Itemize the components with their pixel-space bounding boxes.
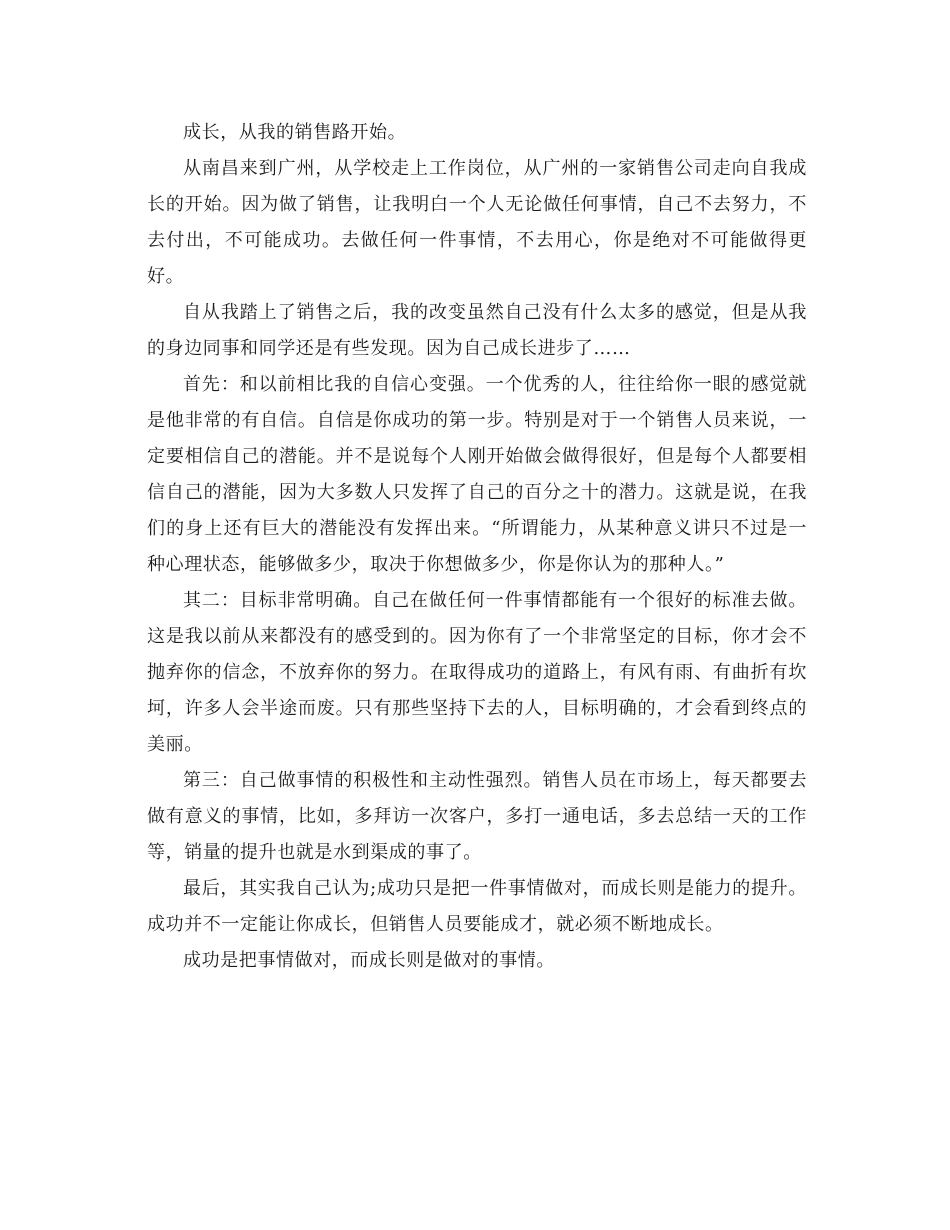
paragraph: 自从我踏上了销售之后，我的改变虽然自己没有什么太多的感觉，但是从我的身边同事和同学还是有些发现。因为自己成长进步了…… bbox=[147, 302, 807, 359]
paragraph-conclusion: 成功是把事情做对，而成长则是做对的事情。 bbox=[183, 950, 555, 971]
paragraph: 最后，其实我自己认为;成功只是把一件事情做对，而成长则是能力的提升。成功并不一定能让你成长，但销售人员要能成才，就必须不断地成长。 bbox=[147, 878, 807, 935]
paragraph: 第三：自己做事情的积极性和主动性强烈。销售人员在市场上，每天都要去做有意义的事情，比如，多拜访一次客户，多打一通电话，多去总结一天的工作等，销量的提升也就是水到渠成的事了。 bbox=[147, 770, 807, 863]
paragraph-title: 成长，从我的销售路开始。 bbox=[183, 122, 407, 143]
paragraph: 从南昌来到广州，从学校走上工作岗位，从广州的一家销售公司走向自我成长的开始。因为做了销售，让我明白一个人无论做任何事情，自己不去努力，不去付出，不可能成功。去做任何一件事情，不去用心，你是绝对不可能做得更好。 bbox=[147, 158, 807, 287]
document-body bbox=[147, 115, 807, 979]
paragraph: 其二：目标非常明确。自己在做任何一件事情都能有一个很好的标准去做。这是我以前从来都没有的感受到的。因为你有了一个非常坚定的目标，你才会不抛弃你的信念，不放弃你的努力。在取得成功的道路上，有风有雨、有曲折有坎坷，许多人会半途而废。只有那些坚持下去的人，目标明确的，才会看到终点的美丽。 bbox=[147, 590, 807, 755]
paragraph: 首先：和以前相比我的自信心变强。一个优秀的人，往往给你一眼的感觉就是他非常的有自信。自信是你成功的第一步。特别是对于一个销售人员来说，一定要相信自己的潜能。并不是说每个人刚开始做会做得很好，但是每个人都要相信自己的潜能，因为大多数人只发挥了自己的百分之十的潜力。这就是说，在我们的身上还有巨大的潜能没有发挥出来。“所谓能力，从某种意义讲只不过是一种心理状态，能够做多少，取决于你想做多少，你是你认为的那种人。” bbox=[147, 374, 807, 575]
